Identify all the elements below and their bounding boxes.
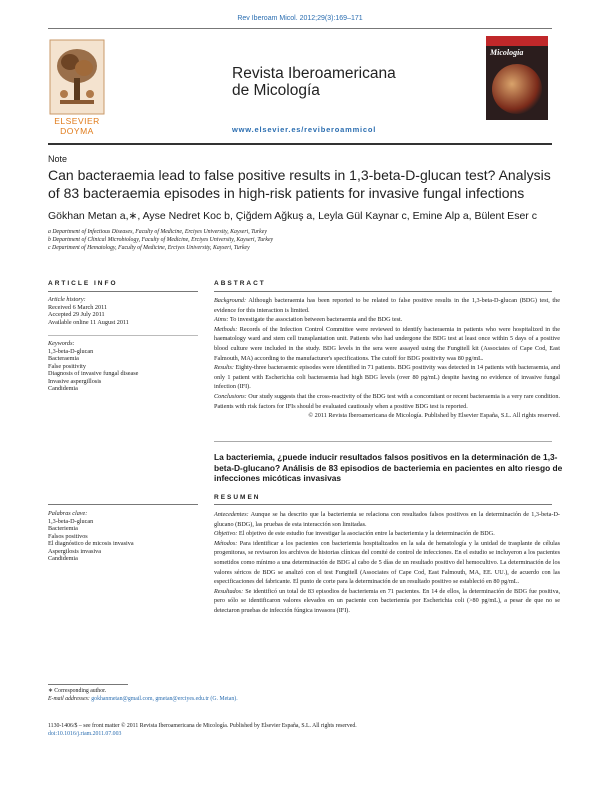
issn-line: 1130-1406/$ – see front matter © 2011 Revista Iberoamericana de Micología. Published by Elsevier España, S.L. All rights reserved. — [48, 723, 357, 729]
history-received: Received 6 March 2011 — [48, 303, 108, 311]
footnote-rule — [48, 684, 128, 685]
header-top-rule — [48, 28, 552, 29]
publisher-name — [44, 116, 110, 136]
palabras-rule — [48, 504, 198, 505]
antecedentes-label: Antecedentes: — [214, 511, 249, 518]
conclusions-text: Our study suggests that the cross-reactivity of the BDG test with a concomitant or recent bacteraemia is a very rare condition. Patients with risk factors for IFIs should be evaluated cautiously when a positive BDG test is reported. — [214, 392, 560, 410]
author-list: Gökhan Metan a,∗, Ayse Nedret Koc b, Çiğdem Ağkuş a, Leyla Gül Kaynar c, Emine Alp a, Bülent Eser c — [48, 210, 537, 222]
journal-cover-thumbnail — [486, 36, 548, 120]
article-info-rule — [48, 291, 198, 292]
journal-title — [232, 65, 396, 99]
metodos-label: Métodos: — [214, 539, 238, 547]
keyword-item: Candidemia — [48, 385, 78, 392]
article-title: Can bacteraemia lead to false positive results in 1,3-beta-D-glucan test? Analysis of 83 bacteraemia episodes in high-risk patients for invasive fungal infections — [48, 167, 551, 201]
abstract-body — [214, 296, 560, 421]
resumen-heading: RESUMEN — [214, 494, 261, 501]
corresponding-author: ∗ Corresponding author. — [48, 688, 107, 694]
palabras-clave-block — [48, 510, 196, 563]
abstract-heading: ABSTRACT — [214, 280, 266, 287]
journal-citation: Rev Iberoam Micol. 2012;29(3):169–171 — [237, 15, 363, 22]
background-label: Background: — [214, 297, 247, 304]
palabra-item: El diagnóstico de micosis invasiva — [48, 540, 134, 547]
doi-link[interactable]: doi:10.1016/j.riam.2011.07.003 — [48, 730, 122, 737]
affiliation-a: a Department of Infectious Diseases, Faculty of Medicine, Erciyes University, Kayseri, Turkey — [48, 229, 267, 235]
methods-text: Records of the Infection Control Committee were reviewed to identify bacteraemia in patients who were hospitalized in the haematology ward and stem cell transplantation unit. Patients who had undergone the BDG test at least once within 5 days of a positive blood culture were included in the study. BDG levels in the sera were assayed using the Fungitell kit (Associates of Cape Cod, East Falmouth, MA) according to the manufacturer's specifications. The cutoff for BDG positivity was 80 pg/mL. — [214, 325, 560, 362]
spanish-title: La bacteriemia, ¿puede inducir resultados falsos positivos en la determinación de 1,3-beta-D-glucano? Análisis de 83 episodios de bacteriemia en pacientes en alto riesgo de infecciones micóticas invasivas — [214, 452, 563, 483]
objetivo-text: El objetivo de este estudio fue investigar la asociación entre la bacteriemia y la determinación de BDG. — [238, 530, 495, 538]
background-text: Although bacteraemia has been reported to be related to false positive results in the 1,3-beta-D-glucan (BDG) test, the evidence for this interaction is limited. — [214, 297, 560, 314]
keyword-item: Diagnosis of invasive fungal disease — [48, 370, 139, 377]
article-info-heading: ARTICLE INFO — [48, 280, 118, 287]
resultados-text: Se identificó un total de 83 episodios de bacteriemia en 71 pacientes. En 14 de ellos, la determinación de BDG fue positiva, pero sólo se identificaron valores elevados en un paciente con bacteriemia por Escherichia coli (>80 pg/mL), a pesar de que no se detectaron pruebas de infección fúngica invasora (IFI). — [214, 587, 561, 614]
keywords-label: Keywords: — [48, 340, 75, 347]
publisher-line1: ELSEVIER — [54, 116, 100, 126]
corresponding-footnote — [48, 688, 348, 703]
conclusions-label: Conclusions: — [214, 392, 247, 400]
journal-title-line2: de Micología — [232, 82, 320, 99]
article-history — [48, 296, 196, 326]
cover-image — [492, 64, 542, 114]
email-links[interactable]: gokhanmetan@gmail.com, gmetan@erciyes.edu.tr (G. Metan). — [91, 695, 238, 702]
history-label: Article history: — [48, 296, 86, 303]
keywords-block — [48, 340, 196, 393]
palabra-item: Candidemia — [48, 555, 78, 562]
palabra-item: Aspergilosis invasiva — [48, 547, 101, 555]
abstract-rule — [214, 291, 552, 292]
resumen-body — [214, 510, 560, 616]
cover-title: Micología — [490, 48, 524, 57]
article-type-label: Note — [48, 154, 68, 164]
affiliation-c: c Department of Hematology, Faculty of Medicine, Erciyes University, Kayseri, Turkey — [48, 245, 250, 251]
results-label: Results: — [214, 364, 234, 372]
keyword-item: Invasive aspergillosis — [48, 377, 102, 385]
resumen-rule — [214, 504, 552, 505]
history-divider — [48, 335, 198, 336]
palabra-item: Falsos positivos — [48, 532, 88, 540]
history-accepted: Accepted 29 July 2011 — [48, 311, 105, 318]
palabra-item: Bacteriemia — [48, 525, 78, 532]
metodos-text: Para identificar a los pacientes con bacteriemia hospitalizados en la sala de hematología y la unidad de trasplante de células progenitoras, se revisaron los archivos de historias clínicas del comité de control de infecciones. En el estudio se incluyeron a los pacientes sometidos como mínimo a una determinación de BDG al cabo de 5 días de un resultado positivo del hemocultivo. La determinación de los valores séricos de BDG se analizó con el test Fungitell (Associates of Cape Cod, East Falmouth, MA, EE. UU.), de acuerdo con las especificaciones del fabricante. El punto de corte para la determinación de un resultado positivo se estableció en 80 pg/mL. — [214, 539, 560, 586]
history-online: Available online 11 August 2011 — [48, 318, 129, 326]
objetivo-label: Objetivo: — [214, 530, 238, 538]
resultados-label: Resultados: — [214, 587, 244, 595]
journal-title-line1: Revista Iberoamericana — [232, 65, 396, 82]
copyright-line: © 2011 Revista Iberoamericana de Micología. Published by Elsevier España, S.L. All rights reserved. — [308, 412, 560, 420]
email-label: E-mail addresses: — [48, 695, 90, 702]
affiliation-b: b Department of Clinical Microbiology, Faculty of Medicine, Erciyes University, Kayseri, Turkey — [48, 237, 274, 243]
keyword-item: False positivity — [48, 362, 86, 370]
methods-label: Methods: — [214, 325, 238, 333]
journal-url-link[interactable]: www.elsevier.es/reviberoammicol — [232, 125, 377, 134]
aims-text: To investigate the association between bacteraemia and the BDG test. — [229, 316, 403, 324]
header-bottom-rule — [48, 143, 552, 145]
aims-label: Aims: — [214, 316, 229, 324]
abstract-end-rule — [214, 441, 552, 442]
palabra-item: 1,3-beta-D-glucan — [48, 517, 94, 525]
page-footer — [48, 723, 528, 738]
keyword-item: 1,3-beta-D-glucan — [48, 347, 94, 355]
publisher-line2: DOYMA — [60, 126, 94, 136]
results-text: Eighty-three bacteraemic episodes were identified in 71 patients. BDG positivity was detected in 14 patients with bacteraemia, and only 1 patient with Escherichia coli bacteraemia had high BDG levels (over 80 pg/mL) despite having no evidence of invasive fungal infection (IFI). — [214, 364, 560, 391]
keyword-item: Bacteraemia — [48, 355, 79, 362]
elsevier-tree-icon — [48, 38, 106, 116]
palabras-clave-label: Palabras clave: — [48, 510, 88, 517]
antecedentes-text: Aunque se ha descrito que la bacteriemia se relaciona con resultados falsos positivos en la determinación de 1,3-beta-D-glucano (BDG), las pruebas de esta interacción son limitadas. — [214, 511, 560, 528]
